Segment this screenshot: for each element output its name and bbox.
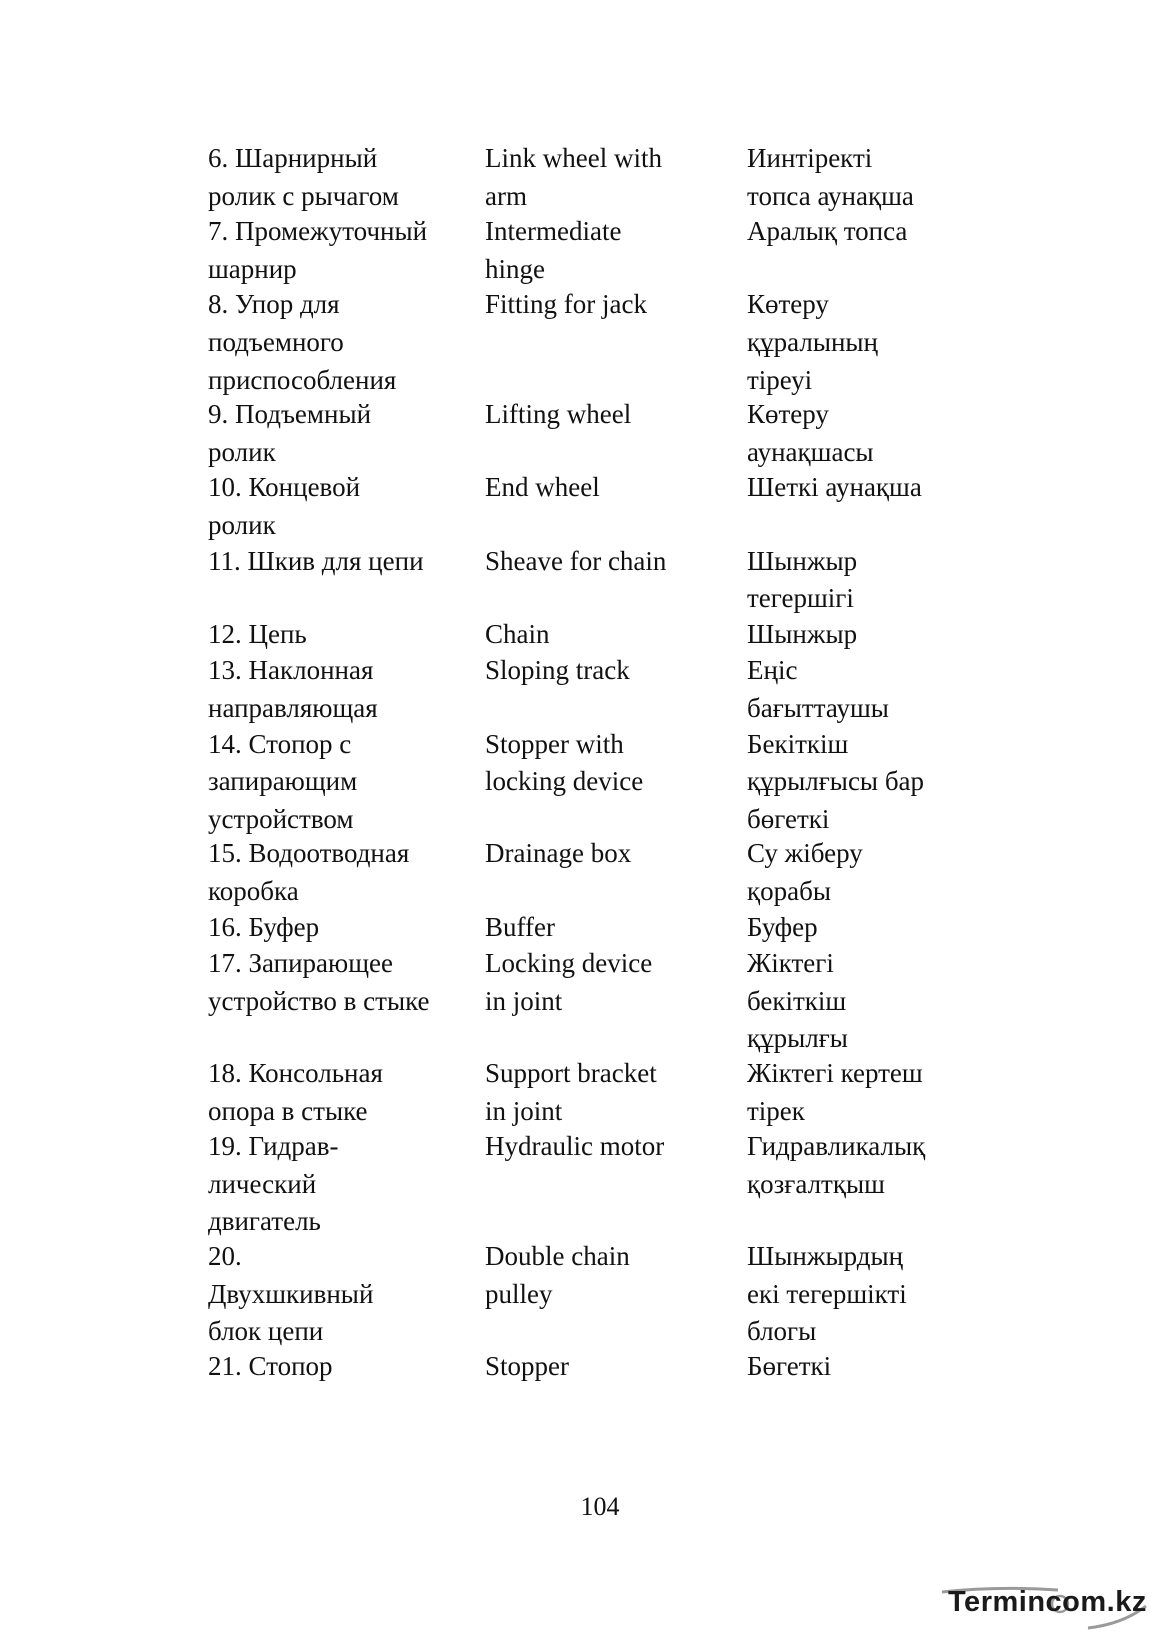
term-kazakh bbox=[747, 1238, 907, 1351]
term-kazakh-line: Шынжыр bbox=[747, 618, 858, 649]
term-russian bbox=[208, 469, 360, 544]
term-russian bbox=[208, 1055, 383, 1130]
term-kazakh-line: Жіктегі кертеш bbox=[747, 1058, 923, 1088]
term-russian bbox=[208, 726, 357, 839]
term-russian-line: двигатель bbox=[208, 1206, 321, 1237]
term-russian-line: 16. Буфер bbox=[208, 911, 320, 942]
term-english bbox=[485, 945, 652, 1020]
term-kazakh-line: құрылғы bbox=[747, 1023, 848, 1054]
term-russian-line: 19. Гидрав- bbox=[208, 1131, 339, 1162]
term-kazakh bbox=[747, 909, 818, 947]
term-russian bbox=[208, 543, 424, 581]
term-english bbox=[485, 616, 550, 654]
term-kazakh-line: блогы bbox=[747, 1316, 817, 1347]
term-russian-line: 8. Упор для bbox=[208, 289, 340, 320]
term-kazakh bbox=[747, 396, 874, 471]
term-russian bbox=[208, 945, 430, 1020]
term-russian-line: опора в стыке bbox=[208, 1095, 368, 1126]
term-english-line: Chain bbox=[485, 618, 550, 649]
term-russian-line: подъемного bbox=[208, 326, 344, 357]
term-kazakh-line: Шынжыр bbox=[747, 545, 858, 576]
term-english-line: Locking device bbox=[485, 948, 653, 979]
page-number: 104 bbox=[580, 1492, 620, 1521]
term-english-line: in joint bbox=[485, 985, 563, 1016]
term-russian-line: устройство в стыке bbox=[208, 985, 430, 1016]
term-kazakh bbox=[747, 286, 878, 399]
term-english bbox=[485, 1128, 664, 1166]
term-kazakh-line: Буфер bbox=[747, 911, 818, 942]
term-russian bbox=[208, 835, 409, 910]
term-russian-line: шарнир bbox=[208, 253, 297, 284]
term-russian bbox=[208, 616, 307, 654]
term-russian bbox=[208, 140, 399, 215]
term-kazakh-line: қорабы bbox=[747, 875, 831, 906]
term-english-line: in joint bbox=[485, 1095, 563, 1126]
term-kazakh-line: құрылғысы бар bbox=[747, 766, 925, 797]
term-kazakh-line: Иинтіректі bbox=[747, 143, 873, 173]
term-russian-line: ролик bbox=[208, 509, 276, 540]
term-russian bbox=[208, 1128, 339, 1241]
term-russian-line: ролик с рычагом bbox=[208, 180, 399, 211]
term-russian-line: запирающим bbox=[208, 766, 358, 797]
term-russian-line: 10. Концевой bbox=[208, 472, 361, 503]
term-english bbox=[485, 140, 662, 215]
term-kazakh-line: Аралық топса bbox=[747, 216, 908, 247]
term-kazakh-line: аунақшасы bbox=[747, 436, 874, 467]
term-russian-line: устройством bbox=[208, 803, 354, 834]
term-kazakh-line: Жіктегі bbox=[747, 948, 834, 979]
term-russian-line: 13. Наклонная bbox=[208, 655, 374, 686]
term-russian-line: 20. bbox=[208, 1241, 242, 1271]
term-english bbox=[485, 1055, 657, 1130]
term-kazakh-line: Шеткі аунақша bbox=[747, 472, 922, 503]
term-english-line: Intermediate bbox=[485, 216, 622, 247]
term-english-line: pulley bbox=[485, 1278, 553, 1309]
term-russian bbox=[208, 213, 427, 288]
term-kazakh-line: бағыттаушы bbox=[747, 692, 889, 723]
term-english-line: Stopper with bbox=[485, 728, 624, 759]
term-russian bbox=[208, 286, 396, 399]
term-kazakh-line: тегершігі bbox=[747, 583, 854, 614]
term-russian bbox=[208, 652, 378, 727]
term-russian-line: 14. Стопор с bbox=[208, 728, 352, 759]
term-kazakh-line: Көтеру bbox=[747, 399, 829, 430]
term-kazakh-line: тіреуі bbox=[747, 364, 813, 395]
term-russian-line: ролик bbox=[208, 436, 276, 467]
term-russian-line: 9. Подъемный bbox=[208, 399, 372, 430]
term-english-line: Fitting for jack bbox=[485, 289, 647, 320]
term-russian-line: 12. Цепь bbox=[208, 618, 307, 649]
term-kazakh-line: екі тегершікті bbox=[747, 1278, 907, 1309]
watermark-text: Termincom.kz bbox=[948, 1586, 1147, 1618]
term-russian bbox=[208, 1238, 373, 1351]
term-english-line: Double chain bbox=[485, 1241, 630, 1271]
term-english bbox=[485, 835, 631, 873]
term-russian-line: 11. Шкив для цепи bbox=[208, 545, 424, 576]
term-russian-line: 21. Стопор bbox=[208, 1350, 333, 1381]
term-kazakh bbox=[747, 1128, 925, 1203]
term-english bbox=[485, 469, 600, 507]
term-english bbox=[485, 1348, 569, 1386]
term-kazakh bbox=[747, 1055, 923, 1130]
term-kazakh bbox=[747, 213, 907, 251]
term-english-line: Link wheel with bbox=[485, 143, 662, 173]
term-english-line: Drainage box bbox=[485, 838, 632, 869]
term-english-line: Buffer bbox=[485, 911, 555, 942]
term-english bbox=[485, 286, 647, 324]
term-english bbox=[485, 543, 666, 581]
term-russian-line: Двухшкивный bbox=[208, 1278, 374, 1309]
term-kazakh-line: Шынжырдың bbox=[747, 1241, 904, 1271]
term-english bbox=[485, 213, 621, 288]
term-russian bbox=[208, 1348, 333, 1386]
term-russian-line: лический bbox=[208, 1168, 317, 1199]
term-kazakh bbox=[747, 140, 914, 215]
term-russian-line: коробка bbox=[208, 875, 299, 906]
term-russian bbox=[208, 396, 371, 471]
term-kazakh-line: тірек bbox=[747, 1095, 805, 1126]
term-kazakh bbox=[747, 616, 857, 654]
term-kazakh bbox=[747, 543, 857, 618]
term-english-line: Sheave for chain bbox=[485, 545, 667, 576]
term-english-line: Stopper bbox=[485, 1350, 569, 1381]
term-english-line: hinge bbox=[485, 253, 545, 284]
term-kazakh-line: Еңіс bbox=[747, 655, 798, 686]
term-english-line: Hydraulic motor bbox=[485, 1131, 665, 1162]
term-english bbox=[485, 909, 555, 947]
term-kazakh-line: топса аунақша bbox=[747, 180, 914, 211]
term-kazakh bbox=[747, 1348, 831, 1386]
term-kazakh-line: Су жіберу bbox=[747, 838, 863, 869]
term-russian bbox=[208, 909, 319, 947]
term-english-line: arm bbox=[485, 180, 527, 211]
term-kazakh bbox=[747, 945, 848, 1058]
term-russian-line: 6. Шарнирный bbox=[208, 143, 378, 173]
term-russian-line: 15. Водоотводная bbox=[208, 838, 410, 869]
term-russian-line: направляющая bbox=[208, 692, 378, 723]
term-english-line: locking device bbox=[485, 766, 644, 797]
term-english-line: Sloping track bbox=[485, 655, 630, 686]
term-kazakh-line: құралының bbox=[747, 326, 878, 357]
term-english-line: Lifting wheel bbox=[485, 399, 632, 430]
term-english-line: End wheel bbox=[485, 472, 600, 503]
term-russian-line: приспособления bbox=[208, 364, 397, 395]
term-kazakh bbox=[747, 652, 889, 727]
term-kazakh bbox=[747, 835, 863, 910]
term-kazakh bbox=[747, 469, 922, 507]
term-kazakh-line: бекіткіш bbox=[747, 985, 847, 1016]
term-english bbox=[485, 396, 631, 434]
term-kazakh-line: қозғалтқыш bbox=[747, 1168, 885, 1199]
term-english bbox=[485, 1238, 630, 1313]
term-english-line: Support bracket bbox=[485, 1058, 657, 1088]
term-kazakh bbox=[747, 726, 924, 839]
term-english bbox=[485, 652, 630, 690]
termincom-watermark bbox=[938, 1584, 1150, 1632]
term-russian-line: 17. Запирающее bbox=[208, 948, 393, 979]
term-kazakh-line: Бөгеткі bbox=[747, 1350, 832, 1381]
term-russian-line: 7. Промежуточный bbox=[208, 216, 428, 247]
term-russian-line: блок цепи bbox=[208, 1316, 324, 1347]
term-kazakh-line: бөгеткі bbox=[747, 803, 830, 834]
term-kazakh-line: Гидравликалық bbox=[747, 1131, 926, 1162]
term-russian-line: 18. Консольная bbox=[208, 1058, 383, 1088]
term-kazakh-line: Көтеру bbox=[747, 289, 829, 320]
term-english bbox=[485, 726, 643, 801]
term-kazakh-line: Бекіткіш bbox=[747, 728, 849, 759]
